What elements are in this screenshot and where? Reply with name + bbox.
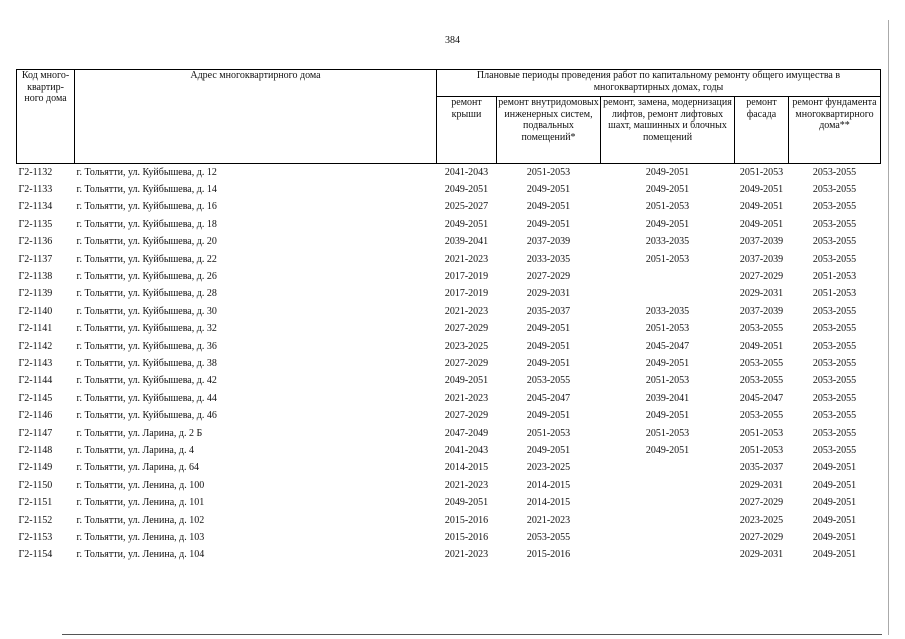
row-elevators	[601, 477, 735, 494]
table-row	[17, 181, 881, 198]
row-roof: 2015-2016	[444, 531, 489, 543]
row-code: Г2-1143	[18, 357, 53, 369]
row-address: г. Тольятти, ул. Куйбышева, д. 36	[76, 340, 217, 352]
table-body	[17, 164, 881, 564]
row-code: Г2-1148	[18, 444, 53, 456]
row-code: Г2-1146	[18, 410, 53, 422]
row-elevators	[601, 268, 735, 285]
table-row	[17, 199, 881, 216]
row-address: г. Тольятти, ул. Куйбышева, д. 14	[76, 184, 217, 196]
row-foundation: 2053-2055	[812, 357, 857, 369]
header-facade: ремонт фасада	[735, 97, 789, 164]
row-facade: 2051-2053	[739, 427, 784, 439]
row-facade: 2027-2029	[739, 271, 784, 283]
row-code: Г2-1135	[18, 218, 53, 230]
row-elevators: 2039-2041	[645, 392, 690, 404]
row-address: г. Тольятти, ул. Ленина, д. 104	[76, 549, 205, 561]
page-edge-line	[888, 20, 889, 635]
table-row	[17, 477, 881, 494]
row-foundation: 2053-2055	[812, 201, 857, 213]
row-roof: 2021-2023	[444, 392, 489, 404]
row-code: Г2-1138	[18, 271, 53, 283]
row-foundation: 2049-2051	[812, 497, 857, 509]
row-foundation: 2053-2055	[812, 340, 857, 352]
row-code: Г2-1139	[18, 288, 53, 300]
row-elevators	[601, 529, 735, 546]
row-roof: 2025-2027	[444, 201, 489, 213]
header-address: Адрес многоквартирного дома	[75, 70, 437, 164]
row-address: г. Тольятти, ул. Ларина, д. 4	[76, 444, 194, 456]
page-bottom-line	[62, 634, 882, 635]
row-roof: 2014-2015	[444, 462, 489, 474]
row-roof: 2021-2023	[444, 253, 489, 265]
row-elevators: 2051-2053	[645, 375, 690, 387]
row-code: Г2-1150	[18, 479, 53, 491]
row-roof: 2027-2029	[444, 357, 489, 369]
row-roof: 2041-2043	[444, 444, 489, 456]
row-elevators: 2049-2051	[645, 166, 690, 178]
row-address: г. Тольятти, ул. Ленина, д. 103	[76, 531, 205, 543]
table-row	[17, 547, 881, 564]
row-foundation: 2049-2051	[812, 549, 857, 561]
row-address: г. Тольятти, ул. Куйбышева, д. 46	[76, 410, 217, 422]
table-row	[17, 216, 881, 233]
row-facade: 2037-2039	[739, 253, 784, 265]
row-code: Г2-1152	[18, 514, 53, 526]
header-elevators: ремонт, замена, модернизация лифтов, ремонт лифтовых шахт, машинных и блочных помещений	[601, 97, 735, 164]
row-systems: 2023-2025	[526, 462, 571, 474]
row-facade: 2051-2053	[739, 166, 784, 178]
row-foundation: 2053-2055	[812, 184, 857, 196]
page-number: 384	[445, 35, 460, 46]
row-systems: 2049-2051	[526, 323, 571, 335]
row-address: г. Тольятти, ул. Куйбышева, д. 26	[76, 271, 217, 283]
table-row	[17, 460, 881, 477]
row-roof: 2015-2016	[444, 514, 489, 526]
row-roof: 2039-2041	[444, 236, 489, 248]
row-facade: 2049-2051	[739, 201, 784, 213]
row-roof: 2021-2023	[444, 305, 489, 317]
row-systems: 2014-2015	[526, 479, 571, 491]
row-code: Г2-1137	[18, 253, 53, 265]
row-roof: 2027-2029	[444, 410, 489, 422]
table-row	[17, 442, 881, 459]
row-facade: 2029-2031	[739, 479, 784, 491]
table-row	[17, 407, 881, 424]
row-foundation: 2053-2055	[812, 323, 857, 335]
table-row	[17, 425, 881, 442]
row-roof: 2047-2049	[444, 427, 489, 439]
row-roof: 2041-2043	[444, 166, 489, 178]
row-foundation: 2053-2055	[812, 444, 857, 456]
row-facade: 2053-2055	[739, 323, 784, 335]
table-row	[17, 286, 881, 303]
row-systems: 2029-2031	[526, 288, 571, 300]
row-address: г. Тольятти, ул. Ленина, д. 102	[76, 514, 205, 526]
row-code: Г2-1136	[18, 236, 53, 248]
row-systems: 2035-2037	[526, 305, 571, 317]
row-code: Г2-1132	[18, 166, 53, 178]
row-foundation: 2049-2051	[812, 462, 857, 474]
row-systems: 2049-2051	[526, 218, 571, 230]
row-foundation: 2053-2055	[812, 375, 857, 387]
row-elevators: 2049-2051	[645, 410, 690, 422]
row-address: г. Тольятти, ул. Куйбышева, д. 44	[76, 392, 217, 404]
row-foundation: 2053-2055	[812, 236, 857, 248]
row-elevators: 2045-2047	[645, 340, 690, 352]
table-row	[17, 494, 881, 511]
row-address: г. Тольятти, ул. Ленина, д. 100	[76, 479, 205, 491]
table-row	[17, 373, 881, 390]
row-elevators: 2051-2053	[645, 427, 690, 439]
table-row	[17, 234, 881, 251]
table-row	[17, 390, 881, 407]
table-row	[17, 251, 881, 268]
row-foundation: 2053-2055	[812, 427, 857, 439]
row-elevators	[601, 460, 735, 477]
table-row	[17, 529, 881, 546]
row-systems: 2051-2053	[526, 427, 571, 439]
row-systems: 2049-2051	[526, 340, 571, 352]
row-elevators	[601, 494, 735, 511]
row-systems: 2049-2051	[526, 201, 571, 213]
row-foundation: 2049-2051	[812, 479, 857, 491]
row-address: г. Тольятти, ул. Куйбышева, д. 12	[76, 166, 217, 178]
row-systems: 2033-2035	[526, 253, 571, 265]
header-systems: ремонт внутридомовых инженерных систем, подвальных помещений*	[497, 97, 601, 164]
row-code: Г2-1144	[18, 375, 53, 387]
row-systems: 2045-2047	[526, 392, 571, 404]
capital-repair-table	[16, 69, 881, 564]
table-row	[17, 303, 881, 320]
table-row	[17, 164, 881, 182]
row-systems: 2014-2015	[526, 497, 571, 509]
row-elevators: 2033-2035	[645, 305, 690, 317]
row-code: Г2-1133	[18, 184, 53, 196]
row-address: г. Тольятти, ул. Куйбышева, д. 18	[76, 218, 217, 230]
row-elevators: 2033-2035	[645, 236, 690, 248]
row-code: Г2-1134	[18, 201, 53, 213]
row-roof: 2049-2051	[444, 497, 489, 509]
row-systems: 2049-2051	[526, 184, 571, 196]
row-elevators: 2049-2051	[645, 444, 690, 456]
row-roof: 2049-2051	[444, 218, 489, 230]
row-facade: 2035-2037	[739, 462, 784, 474]
row-facade: 2053-2055	[739, 410, 784, 422]
row-address: г. Тольятти, ул. Куйбышева, д. 28	[76, 288, 217, 300]
row-address: г. Тольятти, ул. Куйбышева, д. 32	[76, 323, 217, 335]
row-code: Г2-1141	[18, 323, 53, 335]
row-roof: 2049-2051	[444, 375, 489, 387]
row-elevators: 2051-2053	[645, 201, 690, 213]
capital-repair-table-sheet	[16, 69, 880, 564]
row-systems: 2021-2023	[526, 514, 571, 526]
row-facade: 2049-2051	[739, 340, 784, 352]
row-systems: 2015-2016	[526, 549, 571, 561]
row-code: Г2-1153	[18, 531, 53, 543]
row-foundation: 2053-2055	[812, 305, 857, 317]
row-systems: 2049-2051	[526, 444, 571, 456]
row-foundation: 2049-2051	[812, 531, 857, 543]
row-elevators	[601, 286, 735, 303]
header-roof: ремонт крыши	[437, 97, 497, 164]
row-systems: 2027-2029	[526, 271, 571, 283]
row-roof: 2027-2029	[444, 323, 489, 335]
row-address: г. Тольятти, ул. Куйбышева, д. 30	[76, 305, 217, 317]
row-elevators: 2049-2051	[645, 218, 690, 230]
row-facade: 2053-2055	[739, 357, 784, 369]
row-facade: 2049-2051	[739, 218, 784, 230]
row-code: Г2-1142	[18, 340, 53, 352]
row-code: Г2-1147	[18, 427, 53, 439]
row-address: г. Тольятти, ул. Ларина, д. 2 Б	[76, 427, 203, 439]
row-address: г. Тольятти, ул. Куйбышева, д. 16	[76, 201, 217, 213]
table-row	[17, 321, 881, 338]
row-elevators: 2049-2051	[645, 184, 690, 196]
row-roof: 2023-2025	[444, 340, 489, 352]
row-code: Г2-1154	[18, 549, 53, 561]
row-roof: 2021-2023	[444, 549, 489, 561]
row-address: г. Тольятти, ул. Ларина, д. 64	[76, 462, 199, 474]
row-foundation: 2049-2051	[812, 514, 857, 526]
row-systems: 2049-2051	[526, 357, 571, 369]
row-facade: 2027-2029	[739, 497, 784, 509]
row-code: Г2-1151	[18, 497, 53, 509]
row-elevators: 2049-2051	[645, 357, 690, 369]
row-elevators	[601, 512, 735, 529]
row-address: г. Тольятти, ул. Куйбышева, д. 42	[76, 375, 217, 387]
row-roof: 2021-2023	[444, 479, 489, 491]
row-foundation: 2053-2055	[812, 166, 857, 178]
row-systems: 2051-2053	[526, 166, 571, 178]
header-periods: Плановые периоды проведения работ по капитальному ремонту общего имущества в многоквартирных домах, годы	[437, 70, 881, 97]
row-facade: 2037-2039	[739, 305, 784, 317]
row-systems: 2053-2055	[526, 531, 571, 543]
row-facade: 2053-2055	[739, 375, 784, 387]
row-roof: 2017-2019	[444, 271, 489, 283]
row-address: г. Тольятти, ул. Куйбышева, д. 20	[76, 236, 217, 248]
row-foundation: 2051-2053	[812, 271, 857, 283]
row-facade: 2051-2053	[739, 444, 784, 456]
row-facade: 2023-2025	[739, 514, 784, 526]
row-code: Г2-1149	[18, 462, 53, 474]
row-facade: 2029-2031	[739, 288, 784, 300]
row-foundation: 2053-2055	[812, 410, 857, 422]
row-systems: 2049-2051	[526, 410, 571, 422]
row-address: г. Тольятти, ул. Куйбышева, д. 38	[76, 357, 217, 369]
row-foundation: 2053-2055	[812, 218, 857, 230]
row-foundation: 2051-2053	[812, 288, 857, 300]
table-row	[17, 268, 881, 285]
header-code: Код много-квартир-ного дома	[17, 70, 75, 164]
row-address: г. Тольятти, ул. Ленина, д. 101	[76, 497, 205, 509]
row-facade: 2029-2031	[739, 549, 784, 561]
row-foundation: 2053-2055	[812, 253, 857, 265]
row-code: Г2-1140	[18, 305, 53, 317]
row-facade: 2045-2047	[739, 392, 784, 404]
row-facade: 2049-2051	[739, 184, 784, 196]
row-facade: 2037-2039	[739, 236, 784, 248]
table-header	[17, 70, 881, 164]
table-row	[17, 338, 881, 355]
table-row	[17, 355, 881, 372]
row-systems: 2037-2039	[526, 236, 571, 248]
header-foundation: ремонт фундамента многоквартирного дома**	[789, 97, 881, 164]
row-elevators: 2051-2053	[645, 323, 690, 335]
row-facade: 2027-2029	[739, 531, 784, 543]
row-foundation: 2053-2055	[812, 392, 857, 404]
row-code: Г2-1145	[18, 392, 53, 404]
row-elevators: 2051-2053	[645, 253, 690, 265]
row-systems: 2053-2055	[526, 375, 571, 387]
table-row	[17, 512, 881, 529]
row-elevators	[601, 547, 735, 564]
row-roof: 2017-2019	[444, 288, 489, 300]
row-roof: 2049-2051	[444, 184, 489, 196]
row-address: г. Тольятти, ул. Куйбышева, д. 22	[76, 253, 217, 265]
